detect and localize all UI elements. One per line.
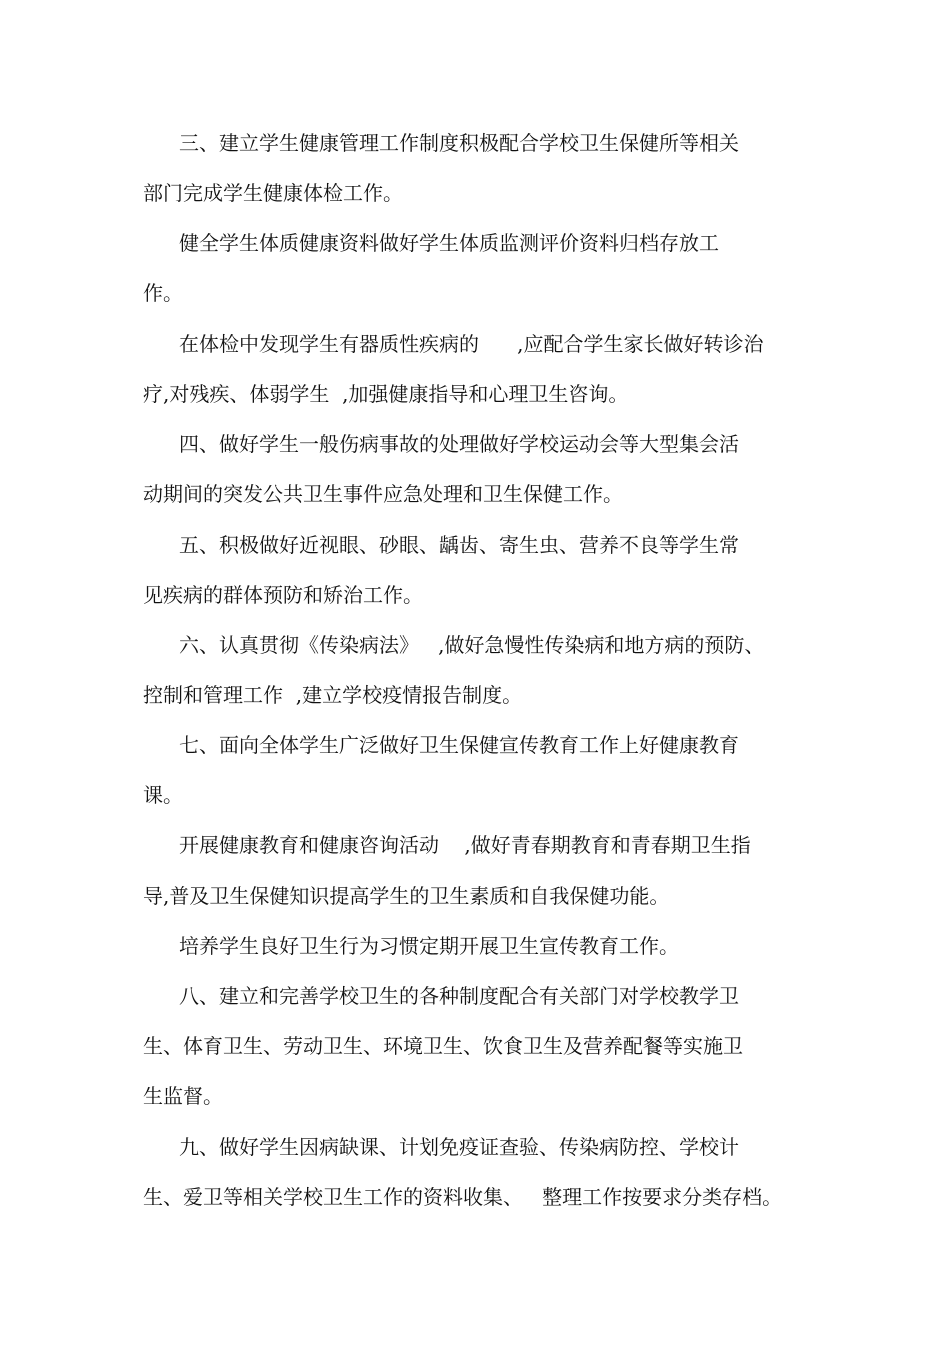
text-line: 控制和管理工作 ,建立学校疫情报告制度。 [143,683,523,707]
text-line: 培养学生良好卫生行为习惯定期开展卫生宣传教育工作。 [179,934,679,958]
text-line: 四、做好学生一般伤病事故的处理做好学校运动会等大型集会活 [179,432,739,456]
text-line: 开展健康教育和健康咨询活动 ,做好青春期教育和青春期卫生指 [179,833,751,857]
text-line: 动期间的突发公共卫生事件应急处理和卫生保健工作。 [143,482,623,506]
text-line: 部门完成学生健康体检工作。 [143,181,403,205]
text-line: 五、积极做好近视眼、砂眼、龋齿、寄生虫、营养不良等学生常 [179,533,739,557]
text-line: 八、建立和完善学校卫生的各种制度配合有关部门对学校教学卫 [179,984,739,1008]
text-line: 七、面向全体学生广泛做好卫生保健宣传教育工作上好健康教育 [179,733,739,757]
text-line: 九、做好学生因病缺课、计划免疫证查验、传染病防控、学校计 [179,1135,739,1159]
text-line: 生、体育卫生、劳动卫生、环境卫生、饮食卫生及营养配餐等实施卫 [143,1034,743,1058]
text-line: 课。 [143,783,183,807]
text-line: 生、爱卫等相关学校卫生工作的资料收集、 整理工作按要求分类存档。 [143,1185,783,1209]
text-line: 见疾病的群体预防和矫治工作。 [143,583,423,607]
text-line: 在体检中发现学生有器质性疾病的 ,应配合学生家长做好转诊治 [179,332,764,356]
text-line: 导,普及卫生保健知识提高学生的卫生素质和自我保健功能。 [143,884,670,908]
text-line: 健全学生体质健康资料做好学生体质监测评价资料归档存放工 [179,231,719,255]
text-line: 六、认真贯彻《传染病法》 ,做好急慢性传染病和地方病的预防、 [179,633,765,657]
text-line: 作。 [143,281,183,305]
text-line: 三、建立学生健康管理工作制度积极配合学校卫生保健所等相关 [179,131,739,155]
text-line: 疗,对残疾、体弱学生 ,加强健康指导和心理卫生咨询。 [143,382,629,406]
text-line: 生监督。 [143,1084,223,1108]
